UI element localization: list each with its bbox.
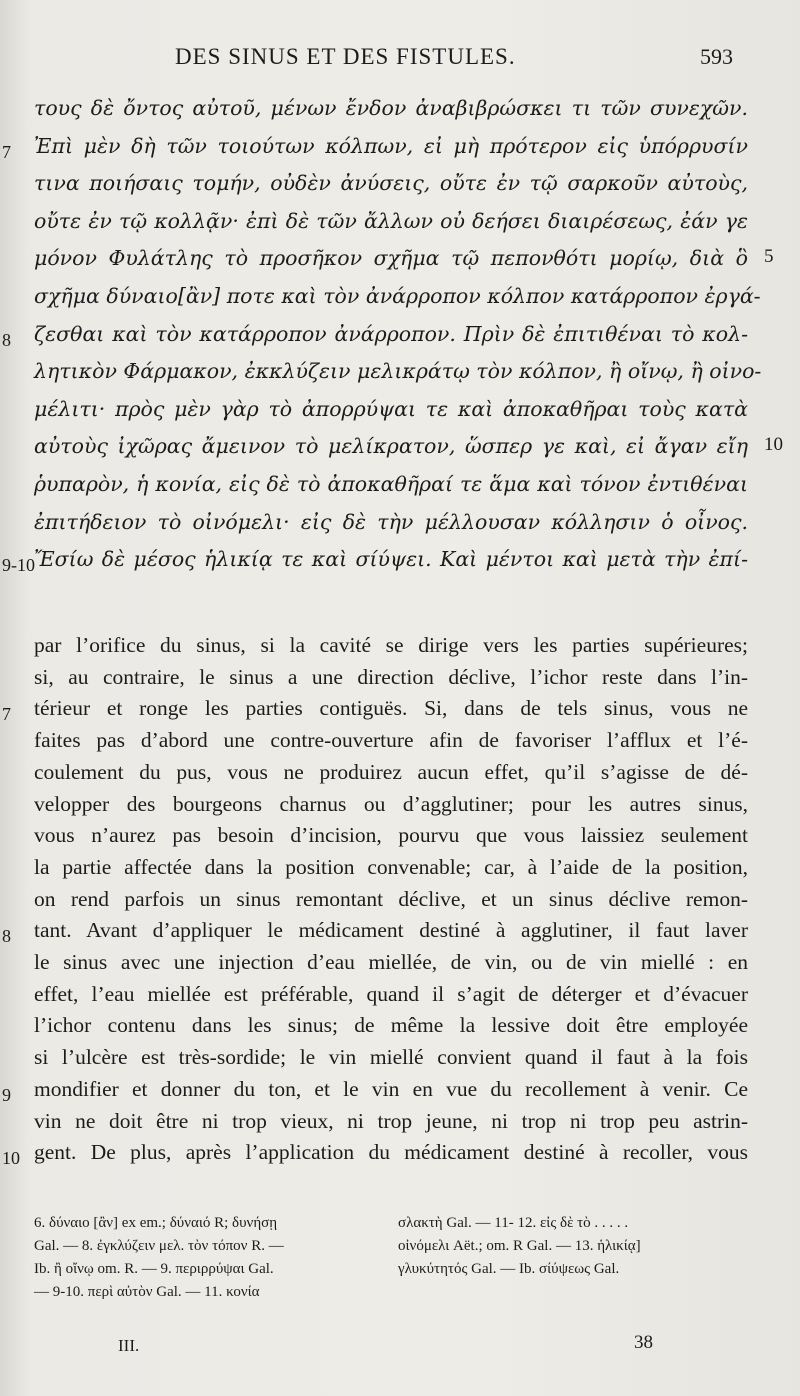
line-text: faites pas d’abord une contre-ouverture afin de favoriser l’afflux et l’é- bbox=[34, 728, 748, 753]
line-text: coulement du pus, vous ne produirez aucun effet, qu’il s’agisse de dé- bbox=[34, 759, 748, 784]
line-text: τους δὲ ὄντος αὐτοῦ, μένων ἔνδον ἀναβιβρώσκει τι τῶν συνεχῶν. bbox=[34, 96, 748, 120]
sheet-number: 38 bbox=[634, 1332, 653, 1353]
footnote-line: — 9-10. περὶ αὐτὸν Gal. — 11. κονία bbox=[34, 1284, 260, 1300]
line-margin-number: 8 bbox=[2, 329, 11, 350]
line-text: le sinus avec une injection d’eau miellée, de vin, ou de vin miellé : en bbox=[34, 950, 748, 974]
footnotes-left-column bbox=[34, 1212, 364, 1304]
line-text: αὐτοὺς ἰχῶρας ἄμεινον τὸ μελίκρατον, ὥσπερ γε καὶ, εἰ ἄγαν εἴη bbox=[34, 434, 748, 459]
line-text: Ἐπὶ μὲν δὴ τῶν τοιούτων κόλπων, εἰ μὴ πρότερον εἰς ὑπόρρυσίν bbox=[34, 133, 748, 158]
line-margin-number: 7 bbox=[2, 141, 11, 162]
line-count-number: 5 bbox=[764, 246, 774, 268]
page-number: 593 bbox=[700, 44, 733, 69]
line-margin-number: 9-10 bbox=[2, 555, 35, 576]
line-text: μέλιτι· πρὸς μὲν γὰρ τὸ ἀπορρύψαι τε καὶ ἀποκαθῆραι τοὺς κατὰ bbox=[34, 396, 748, 421]
running-header bbox=[0, 44, 800, 78]
footnote-line: Ib. ἢ οἴνῳ om. R. — 9. περιρρύψαι Gal. bbox=[34, 1261, 274, 1277]
line-text: μόνον Φυλάτλης τὸ προσῆκον σχῆμα τῷ πεπονθότι μορίῳ, διὰ ὃ bbox=[34, 246, 748, 271]
footnote-line: 6. δύναιο [ἂν] ex em.; δύναιό R; δυνήσῃ bbox=[34, 1215, 278, 1231]
signature-mark: III. bbox=[118, 1336, 140, 1355]
footnotes-right-column bbox=[398, 1212, 758, 1281]
footnote-line: γλυκύτητός Gal. — Ib. σίύψεως Gal. bbox=[398, 1261, 620, 1277]
line-text: ἐπιτήδειον τὸ οἰνόμελι· εἰς δὲ τὴν μέλλουσαν κόλλησιν ὁ οἶνος. bbox=[34, 509, 748, 534]
line-text: mondifier et donner du ton, et le vin en vue du recollement à venir. Ce bbox=[34, 1076, 748, 1101]
line-text: par l’orifice du sinus, si la cavité se dirige vers les parties supérieures; bbox=[34, 633, 748, 657]
line-text: ῥυπαρὸν, ἡ κονία, εἰς δὲ τὸ ἀποκαθῆραί τε ἅμα καὶ τόνον ἐντιθέναι bbox=[34, 472, 748, 496]
line-count-number: 10 bbox=[764, 434, 783, 456]
line-text: λητικὸν Φάρμακον, ἐκκλύζειν μελικράτῳ τὸν κόλπον, ἢ οἴνῳ, ἢ οἰνο- bbox=[34, 359, 762, 384]
line-text: οὔτε ἐν τῷ κολλᾷν· ἐπὶ δὲ τῶν ἄλλων οὐ δεήσει διαιρέσεως, ἐάν γε bbox=[34, 208, 748, 233]
line-text: si l’ulcère est très-sordide; le vin miellé convient quand il faut à la fois bbox=[34, 1045, 748, 1070]
line-text: velopper des bourgeons charnus ou d’agglutiner; pour les autres sinus, bbox=[34, 791, 748, 816]
line-margin-number: 9 bbox=[2, 1084, 11, 1105]
line-text: vous n’aurez pas besoin d’incision, pourvu que vous laissiez seulement bbox=[34, 823, 748, 848]
line-text: σχῆμα δύναιο[ἂν] ποτε καὶ τὸν ἀνάρροπον κόλπον κατάρροπον ἐργά- bbox=[34, 284, 761, 308]
line-text: gent. De plus, après l’application du médicament destiné à recoller, vous bbox=[34, 1140, 748, 1165]
line-text: on rend parfois un sinus remontant déclive, et un sinus déclive remon- bbox=[34, 886, 748, 911]
footnote-line: Gal. — 8. ἐγκλύζειν μελ. τὸν τόπον R. — bbox=[34, 1238, 284, 1254]
line-margin-number: 10 bbox=[2, 1148, 20, 1169]
running-title: DES SINUS ET DES FISTULES. bbox=[175, 44, 516, 69]
line-text: l’ichor contenu dans les sinus; de même la lessive doit être employée bbox=[34, 1013, 748, 1038]
line-text: effet, l’eau miellée est préférable, quand il s’agit de déterger et d’évacuer bbox=[34, 981, 748, 1006]
line-text: la partie affectée dans la position convenable; car, à l’aide de la position, bbox=[34, 854, 748, 879]
line-text: tant. Avant d’appliquer le médicament destiné à agglutiner, il faut laver bbox=[34, 918, 748, 943]
footnote-line: σλακτὴ Gal. — 11- 12. εἰς δὲ τὸ . . . . . bbox=[398, 1215, 629, 1231]
line-text: térieur et ronge les parties contiguës. Si, dans de tels sinus, vous ne bbox=[34, 696, 748, 721]
line-text: ζεσθαι καὶ τὸν κατάρροπον ἀνάρροπον. Πρὶν δὲ ἐπιτιθέναι τὸ κολ- bbox=[34, 321, 748, 346]
line-text: Ἔσίω δὲ μέσος ἡλικίᾳ τε καὶ σίύψει. Καὶ μέντοι καὶ μετὰ τὴν ἐπί- bbox=[34, 547, 748, 572]
line-text: τινα ποιήσαις τομήν, οὐδὲν ἀνύσεις, οὔτε ἐν τῷ σαρκοῦν αὐτοὺς, bbox=[34, 171, 748, 196]
line-margin-number: 7 bbox=[2, 704, 11, 725]
line-margin-number: 8 bbox=[2, 926, 11, 947]
line-text: si, au contraire, le sinus a une direction déclive, l’ichor reste dans l’in- bbox=[34, 664, 748, 689]
footnote-line: οἰνόμελι Aët.; om. R Gal. — 13. ἡλικίᾳ] bbox=[398, 1238, 641, 1254]
line-text: vin ne doit être ni trop vieux, ni trop jeune, ni trop ni trop peu astrin- bbox=[34, 1108, 748, 1133]
